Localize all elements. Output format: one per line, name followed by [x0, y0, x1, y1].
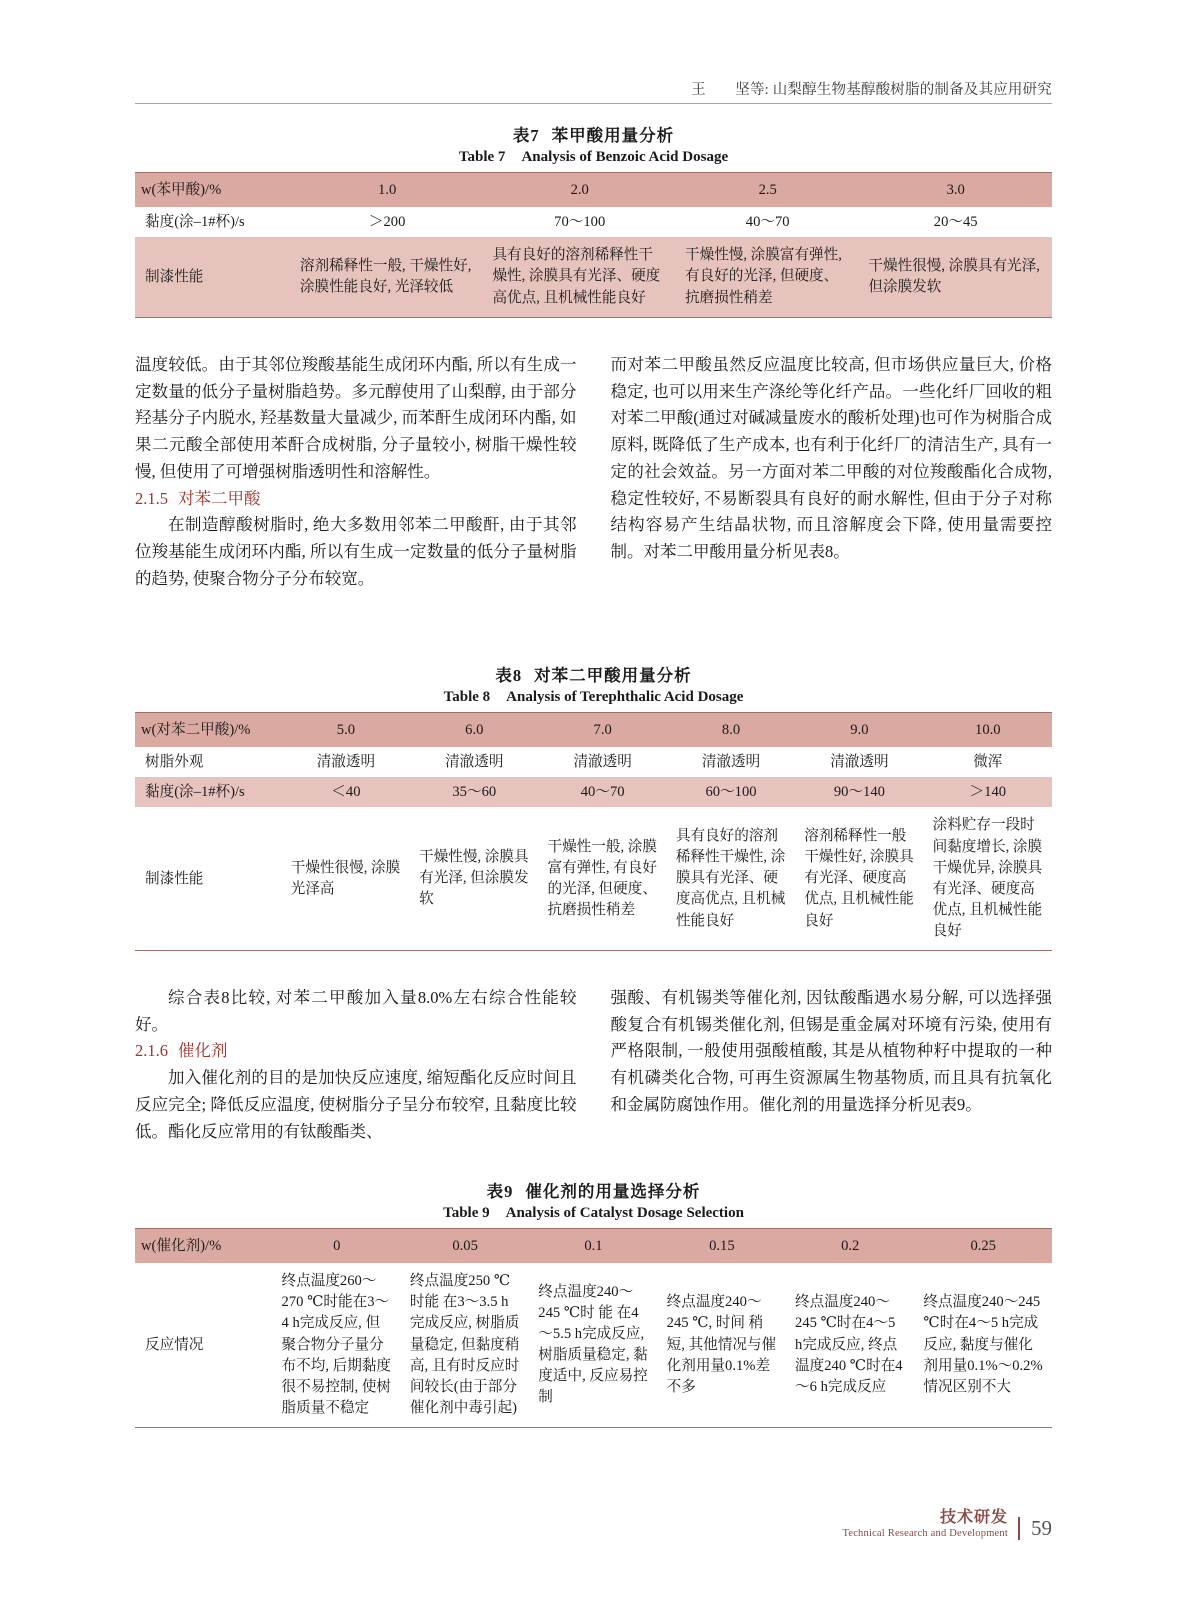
table8-head-v5: 10.0: [924, 713, 1052, 747]
table8-perf-v4: 溶剂稀释性一般干燥性好, 涂膜具有光泽、硬度高优点, 且机械性能良好: [795, 807, 923, 950]
table7-bottom-rule: [135, 317, 1052, 318]
table8-perf-v5: 涂料贮存一段时间黏度增长, 涂膜干燥优异, 涂膜具有光泽、硬度高优点, 且机械性能良好: [924, 807, 1052, 950]
table8-head-v0: 5.0: [282, 713, 410, 747]
table8-appear-v0: 清澈透明: [282, 747, 410, 777]
table9-react-v5: 终点温度240～245 ℃时在4～5 h完成反应, 黏度与催化剂用量0.1%～0.2%情况区别不大: [914, 1263, 1052, 1427]
footer-section-cn: 技术研发: [939, 1508, 1008, 1526]
footer: [842, 1509, 1052, 1540]
table8-perf-v2: 干燥性一般, 涂膜富有弹性, 有良好的光泽, 但硬度、抗磨损性稍差: [538, 807, 666, 950]
table9: [135, 1229, 1052, 1427]
table8-label-en: Table 8: [443, 689, 491, 705]
table7-head-v2: 2.5: [676, 173, 859, 207]
table8-appear-v5: 微浑: [924, 747, 1052, 777]
paragraph: 温度较低。由于其邻位羧酸基能生成闭环内酯, 所以有生成一定数量的低分子量树脂趋势。多元醇使用了山梨醇, 由于部分羟基分子内脱水, 羟基数量大量减少, 而苯酐生成闭环内酯, 如果二元酸全部使用苯酐合成树脂, 分子量较小, 树脂干燥性较慢, 但使用了可增强树脂透明性和溶解性。: [135, 355, 577, 481]
table9-react-v1: 终点温度250 ℃时能 在3～3.5 h完成反应, 树脂质量稳定, 但黏度稍高, 且有时反应时间较长(由于部分催化剂中毒引起): [401, 1263, 529, 1427]
table8-head-v4: 9.0: [795, 713, 923, 747]
table9-react-v2: 终点温度240～245 ℃时 能 在4～5.5 h完成反应, 树脂质量稳定, 黏度适中, 反应易控制: [529, 1263, 657, 1427]
paragraph: 而对苯二甲酸虽然反应温度比较高, 但市场供应量巨大, 价格稳定, 也可以用来生产涤纶等化纤产品。一些化纤厂回收的粗对苯二甲酸(通过对碱减量废水的酸析处理)也可作为树脂合成原料, 既降低了生产成本, 也有利于化纤厂的清洁生产, 具有一定的社会效益。另一方面对苯二甲酸的对位羧酸酯化合成物, 稳定性较好, 不易断裂具有良好的耐水解性, 但由于分子对称结构容易产生结晶状物, 而且溶解度会下降, 使用量需要控制。对苯二甲酸用量分析见表8。: [610, 355, 1052, 562]
table8-caption-cn: [135, 662, 1052, 686]
table8-block: [135, 662, 1052, 951]
table8-visc-v4: 90～140: [795, 777, 923, 807]
paragraph: 强酸、有机锡类等催化剂, 因钛酸酯遇水易分解, 可以选择强酸复合有机锡类催化剂, 但锡是重金属对环境有污染, 使用有严格限制, 一般使用强酸植酸, 其是从植物种籽中提取的一种有机磷类化合物, 可再生资源属生物基物质, 而且具有抗氧化和金属防腐蚀作用。催化剂的用量选择分析见表9。: [610, 988, 1053, 1114]
table7-head-v0: 1.0: [291, 173, 484, 207]
section-heading-215: [135, 486, 577, 513]
table8-head-v2: 7.0: [538, 713, 666, 747]
paragraph: 综合表8比较, 对苯二甲酸加入量8.0%左右综合性能较好。: [135, 988, 577, 1034]
table7-visc-v1: 70～100: [483, 207, 676, 237]
table8-visc-label: 黏度(涂–1#杯)/s: [135, 777, 282, 807]
table8-appear-label: 树脂外观: [135, 747, 282, 777]
table8-label-cn: 表8: [495, 666, 523, 685]
table9-head-v5: 0.25: [914, 1229, 1052, 1263]
table7: [135, 173, 1052, 317]
text-block-1-right: [611, 352, 1053, 592]
paragraph: 加入催化剂的目的是加快反应速度, 缩短酯化反应时间且反应完全; 降低反应温度, 使树脂分子呈分布较窄, 且黏度比较低。酯化反应常用的有钛酸酯类、: [135, 1068, 577, 1141]
table7-head-v1: 2.0: [483, 173, 676, 207]
table9-title-en: Analysis of Catalyst Dosage Selection: [505, 1205, 744, 1221]
table9-block: [135, 1178, 1052, 1428]
header-rule: [135, 103, 1052, 104]
table8-appear-v1: 清澈透明: [410, 747, 538, 777]
section-number: 2.1.5: [135, 488, 168, 508]
paragraph: 在制造醇酸树脂时, 绝大多数用邻苯二甲酸酐, 由于其邻位羧基能生成闭环内酯, 所以有生成一定数量的低分子量树脂的趋势, 使聚合物分子分布较宽。: [135, 515, 577, 588]
text-block-2-left: [135, 985, 577, 1145]
page-number: 59: [1031, 1515, 1052, 1540]
table7-visc-v3: 20～45: [859, 207, 1052, 237]
table7-perf-v3: 干燥性很慢, 涂膜具有光泽, 但涂膜发软: [859, 237, 1052, 316]
table8-title-en: Analysis of Terephthalic Acid Dosage: [506, 689, 744, 705]
table7-perf-v1: 具有良好的溶剂稀释性干燥性, 涂膜具有光泽、硬度高优点, 且机械性能良好: [483, 237, 676, 316]
table8-visc-v2: 40～70: [538, 777, 666, 807]
text-block-2: [135, 985, 1052, 1145]
table8-top-rule: [135, 712, 1052, 713]
table9-head-label: w(催化剂)/%: [135, 1229, 273, 1263]
table9-react-label: 反应情况: [135, 1263, 273, 1427]
table-row: [135, 777, 1052, 807]
footer-section-en: Technical Research and Development: [842, 1528, 1008, 1540]
table7-perf-label: 制漆性能: [135, 237, 291, 316]
table9-top-rule: [135, 1228, 1052, 1229]
table8-head-v3: 8.0: [667, 713, 795, 747]
table8-bottom-rule: [135, 950, 1052, 951]
table8-appear-v2: 清澈透明: [538, 747, 666, 777]
table-row: [135, 237, 1052, 316]
table8-head-v1: 6.0: [410, 713, 538, 747]
table9-react-v3: 终点温度240～245 ℃, 时间 稍 短, 其他情况与催化剂用量0.1%差不多: [658, 1263, 786, 1427]
table8-visc-v3: 60～100: [667, 777, 795, 807]
table7-label-cn: 表7: [512, 126, 540, 145]
table7-top-rule: [135, 172, 1052, 173]
table9-caption-cn: [135, 1178, 1052, 1202]
table9-head-v4: 0.2: [786, 1229, 914, 1263]
table7-title-en: Analysis of Benzoic Acid Dosage: [521, 149, 729, 165]
table7-visc-v0: ＞200: [291, 207, 484, 237]
table7-perf-v2: 干燥性慢, 涂膜富有弹性, 有良好的光泽, 但硬度、抗磨损性稍差: [676, 237, 859, 316]
table9-react-v0: 终点温度260～270 ℃时能在3～4 h完成反应, 但聚合物分子量分布不均, 后期黏度很不易控制, 使树脂质量不稳定: [273, 1263, 401, 1427]
table8-visc-v5: ＞140: [924, 777, 1052, 807]
table8-perf-label: 制漆性能: [135, 807, 282, 950]
table7-visc-label: 黏度(涂–1#杯)/s: [135, 207, 291, 237]
table8-visc-v1: 35～60: [410, 777, 538, 807]
table9-head-v2: 0.1: [529, 1229, 657, 1263]
table8-head-label: w(对苯二甲酸)/%: [135, 713, 282, 747]
table8-perf-v1: 干燥性慢, 涂膜具有光泽, 但涂膜发软: [410, 807, 538, 950]
section-title: 催化剂: [178, 1041, 228, 1061]
table8-perf-v3: 具有良好的溶剂稀释性干燥性, 涂膜具有光泽、硬度高优点, 且机械性能良好: [667, 807, 795, 950]
table7-caption-cn: [135, 122, 1052, 146]
table9-label-en: Table 9: [443, 1205, 490, 1221]
section-title: 对苯二甲酸: [178, 488, 261, 508]
section-heading-216: [135, 1038, 577, 1065]
table7-head-label: w(苯甲酸)/%: [135, 173, 291, 207]
table7-visc-v2: 40～70: [676, 207, 859, 237]
section-number: 2.1.6: [135, 1041, 168, 1061]
table7-perf-v0: 溶剂稀释性一般, 干燥性好, 涂膜性能良好, 光泽较低: [291, 237, 484, 316]
table8-visc-v0: ＜40: [282, 777, 410, 807]
table9-bottom-rule: [135, 1427, 1052, 1428]
table7-block: [135, 122, 1052, 318]
table-row: [135, 1263, 1052, 1427]
table7-label-en: Table 7: [458, 149, 506, 165]
table8-appear-v4: 清澈透明: [795, 747, 923, 777]
table9-title-cn: 催化剂的用量选择分析: [525, 1182, 701, 1201]
table9-react-v4: 终点温度240～245 ℃时在4～5 h完成反应, 终点温度240 ℃时在4～6 h完成反应: [786, 1263, 914, 1427]
table-row: [135, 173, 1052, 207]
text-block-1: [135, 352, 1052, 592]
table8-caption-en: [135, 689, 1052, 706]
text-block-2-right: [611, 985, 1053, 1145]
table7-caption-en: [135, 149, 1052, 166]
table7-head-v3: 3.0: [859, 173, 1052, 207]
table9-head-v0: 0: [273, 1229, 401, 1263]
table-row: [135, 807, 1052, 950]
table-row: [135, 713, 1052, 747]
table9-head-v3: 0.15: [658, 1229, 786, 1263]
table9-head-v1: 0.05: [401, 1229, 529, 1263]
table9-caption-en: [135, 1205, 1052, 1222]
table7-title-cn: 苯甲酸用量分析: [551, 126, 675, 145]
table8: [135, 713, 1052, 950]
table8-perf-v0: 干燥性很慢, 涂膜光泽高: [282, 807, 410, 950]
table8-appear-v3: 清澈透明: [667, 747, 795, 777]
text-block-1-left: [135, 352, 577, 592]
table-row: [135, 747, 1052, 777]
running-head: 王 坚等: 山梨醇生物基醇酸树脂的制备及其应用研究: [691, 82, 1052, 98]
table-row: [135, 1229, 1052, 1263]
table8-title-cn: 对苯二甲酸用量分析: [534, 666, 692, 685]
table-row: [135, 207, 1052, 237]
table9-label-cn: 表9: [486, 1182, 514, 1201]
